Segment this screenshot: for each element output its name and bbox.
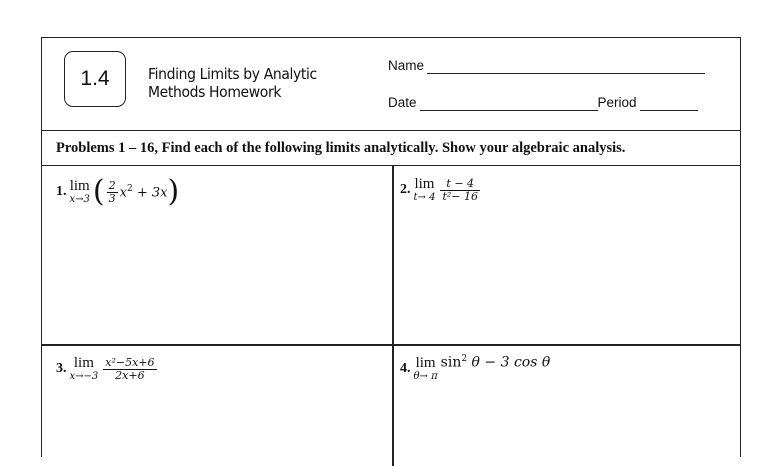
period-blank[interactable] xyxy=(640,98,698,111)
worksheet xyxy=(41,37,741,457)
title-line-2: Methods Homework xyxy=(148,83,282,101)
variable: x xyxy=(119,185,127,201)
limit-operator xyxy=(70,356,99,382)
fraction-denominator: 3 xyxy=(108,191,116,205)
limit-fraction xyxy=(103,357,156,382)
limit-operator xyxy=(70,179,90,205)
worksheet-title xyxy=(148,65,362,101)
limit-operator xyxy=(414,177,436,203)
worksheet-header xyxy=(42,38,740,130)
lim-word: lim xyxy=(73,355,94,371)
problem-number: 4. xyxy=(400,361,411,376)
date-period-field xyxy=(388,95,698,111)
lim-word: lim xyxy=(415,355,436,371)
problem-number: 2. xyxy=(400,182,411,197)
name-field xyxy=(388,58,705,74)
expression xyxy=(441,354,551,371)
expression-rest: θ − 3 cos θ xyxy=(471,354,551,371)
fraction-numerator: x²−5x+6 xyxy=(105,355,155,369)
limit-approach: x→3 xyxy=(69,194,90,205)
problem-2 xyxy=(400,177,482,203)
limit-approach: θ→ π xyxy=(413,371,438,382)
date-label: Date xyxy=(388,95,417,110)
section-number: 1.4 xyxy=(80,67,110,90)
left-paren: ( xyxy=(92,174,105,209)
section-number-box xyxy=(64,51,126,107)
fraction-denominator: 2x+6 xyxy=(115,368,145,382)
expression-rest: + 3x xyxy=(136,185,168,201)
expression xyxy=(120,184,168,200)
coefficient-fraction xyxy=(107,180,118,205)
problem-number: 3. xyxy=(56,361,67,376)
name-blank[interactable] xyxy=(427,61,705,74)
fraction-denominator: t²− 16 xyxy=(442,189,478,203)
lim-word: lim xyxy=(414,176,435,192)
fraction-numerator: t − 4 xyxy=(446,176,475,190)
date-blank[interactable] xyxy=(420,98,598,111)
problem-4 xyxy=(400,356,550,382)
limit-approach: t→ 4 xyxy=(413,192,436,203)
lim-word: lim xyxy=(69,178,90,194)
instructions-band xyxy=(42,130,740,166)
title-line-1: Finding Limits by Analytic xyxy=(148,65,317,83)
problem-1 xyxy=(56,174,180,209)
right-paren: ) xyxy=(167,174,180,209)
limit-approach: x→−3 xyxy=(69,371,99,382)
instructions-text: Problems 1 – 16, Find each of the following limits analytically. Show your algebraic analysis. xyxy=(56,139,626,156)
fraction-numerator: 2 xyxy=(108,178,116,192)
name-label: Name xyxy=(388,58,425,73)
limit-fraction xyxy=(440,178,480,203)
grid-vertical-divider xyxy=(392,166,394,466)
exponent: 2 xyxy=(461,354,468,364)
problem-3 xyxy=(56,356,159,382)
exponent: 2 xyxy=(126,183,133,194)
function-name: sin xyxy=(440,354,462,371)
limit-operator xyxy=(414,356,438,382)
period-label: Period xyxy=(597,95,637,110)
problem-number: 1. xyxy=(56,184,67,199)
grid-horizontal-divider xyxy=(42,344,740,346)
